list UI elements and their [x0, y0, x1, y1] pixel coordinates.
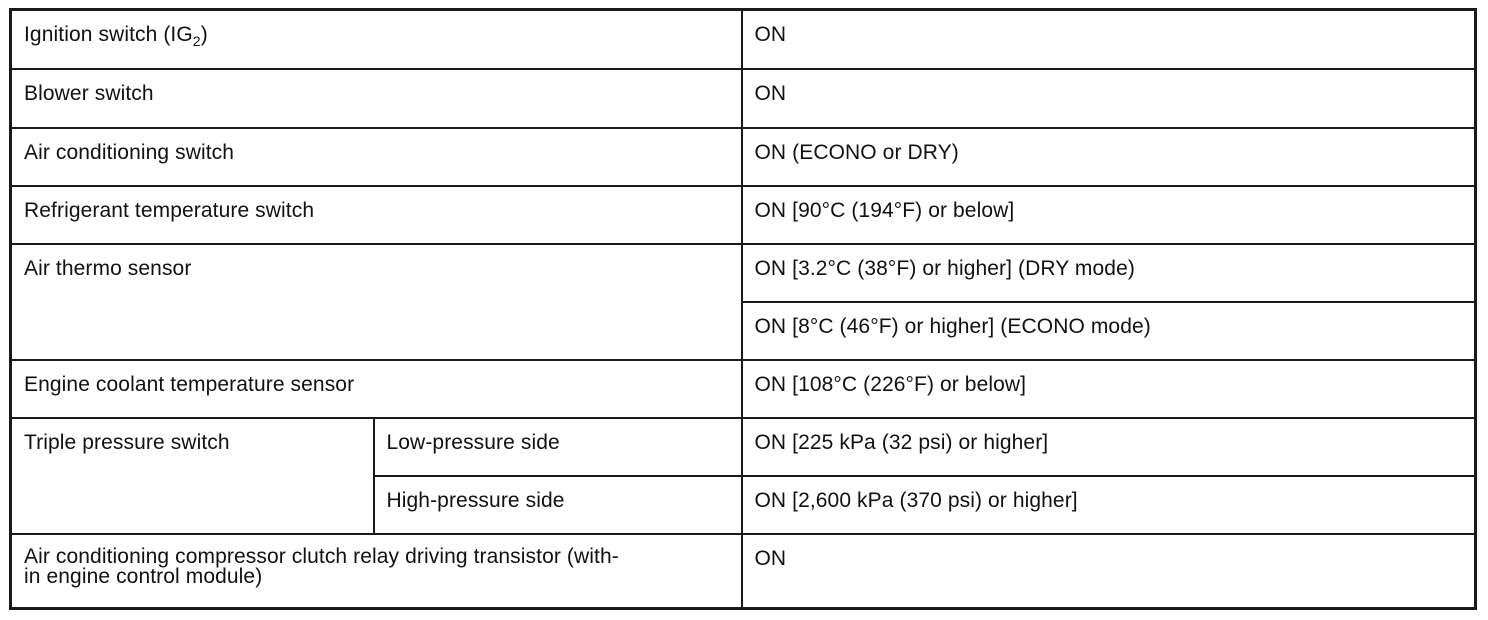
high-pressure-value: ON [2,600 kPa (370 psi) or higher]: [754, 488, 1078, 512]
table-row-air-thermo: [11, 244, 1476, 302]
table-row-refrigerant: [11, 186, 1476, 244]
label-cell: [11, 534, 742, 609]
table-row-triple-pressure-low: [11, 418, 1476, 476]
table-row-ac-switch: [11, 128, 1476, 186]
refrigerant-value: ON [90°C (194°F) or below]: [754, 198, 1015, 222]
sublabel-cell: [374, 476, 742, 534]
ac-switch-label: Air conditioning switch: [24, 140, 235, 164]
air-thermo-label: Air thermo sensor: [24, 256, 192, 280]
value-cell: [742, 534, 1476, 609]
blower-label: Blower switch: [24, 81, 154, 105]
label-cell: [11, 69, 742, 128]
high-pressure-label: High-pressure side: [386, 488, 565, 512]
value-cell: [742, 186, 1476, 244]
table-row-coolant: [11, 360, 1476, 418]
compressor-label-line-1: Air conditioning compressor clutch relay driving transistor (with-: [24, 544, 619, 568]
value-cell: [742, 418, 1476, 476]
table-row-compressor: [11, 534, 1476, 609]
ac-switch-value: ON (ECONO or DRY): [754, 140, 959, 164]
ignition-value: ON: [754, 23, 787, 46]
table-row-blower: [11, 69, 1476, 128]
value-cell: [742, 476, 1476, 534]
value-cell: [742, 69, 1476, 128]
value-cell: [742, 360, 1476, 418]
triple-pressure-label: Triple pressure switch: [24, 430, 230, 454]
air-thermo-econo-value: ON [8°C (46°F) or higher] (ECONO mode): [754, 314, 1151, 338]
specification-table: [9, 8, 1477, 610]
value-cell: [742, 244, 1476, 302]
label-cell: [11, 360, 742, 418]
value-cell: [742, 302, 1476, 360]
refrigerant-label: Refrigerant temperature switch: [24, 198, 315, 222]
value-cell: [742, 10, 1476, 69]
air-thermo-dry-value: ON [3.2°C (38°F) or higher] (DRY mode): [754, 256, 1135, 280]
label-cell: [11, 10, 742, 69]
compressor-label-line-2: in engine control module): [24, 564, 263, 588]
label-cell: [11, 418, 374, 534]
ignition-subscript: 2: [192, 33, 201, 49]
value-cell: [742, 128, 1476, 186]
coolant-label: Engine coolant temperature sensor: [24, 372, 355, 396]
ignition-label: Ignition switch (IG: [24, 23, 193, 46]
compressor-value: ON: [754, 546, 787, 570]
label-cell: [11, 128, 742, 186]
ignition-label-end: ): [200, 23, 208, 46]
sublabel-cell: [374, 418, 742, 476]
low-pressure-label: Low-pressure side: [386, 430, 560, 454]
table-row-ignition: [11, 10, 1476, 69]
blower-value: ON: [754, 81, 787, 105]
coolant-value: ON [108°C (226°F) or below]: [754, 372, 1027, 396]
label-cell: [11, 244, 742, 360]
low-pressure-value: ON [225 kPa (32 psi) or higher]: [754, 430, 1049, 454]
label-cell: [11, 186, 742, 244]
